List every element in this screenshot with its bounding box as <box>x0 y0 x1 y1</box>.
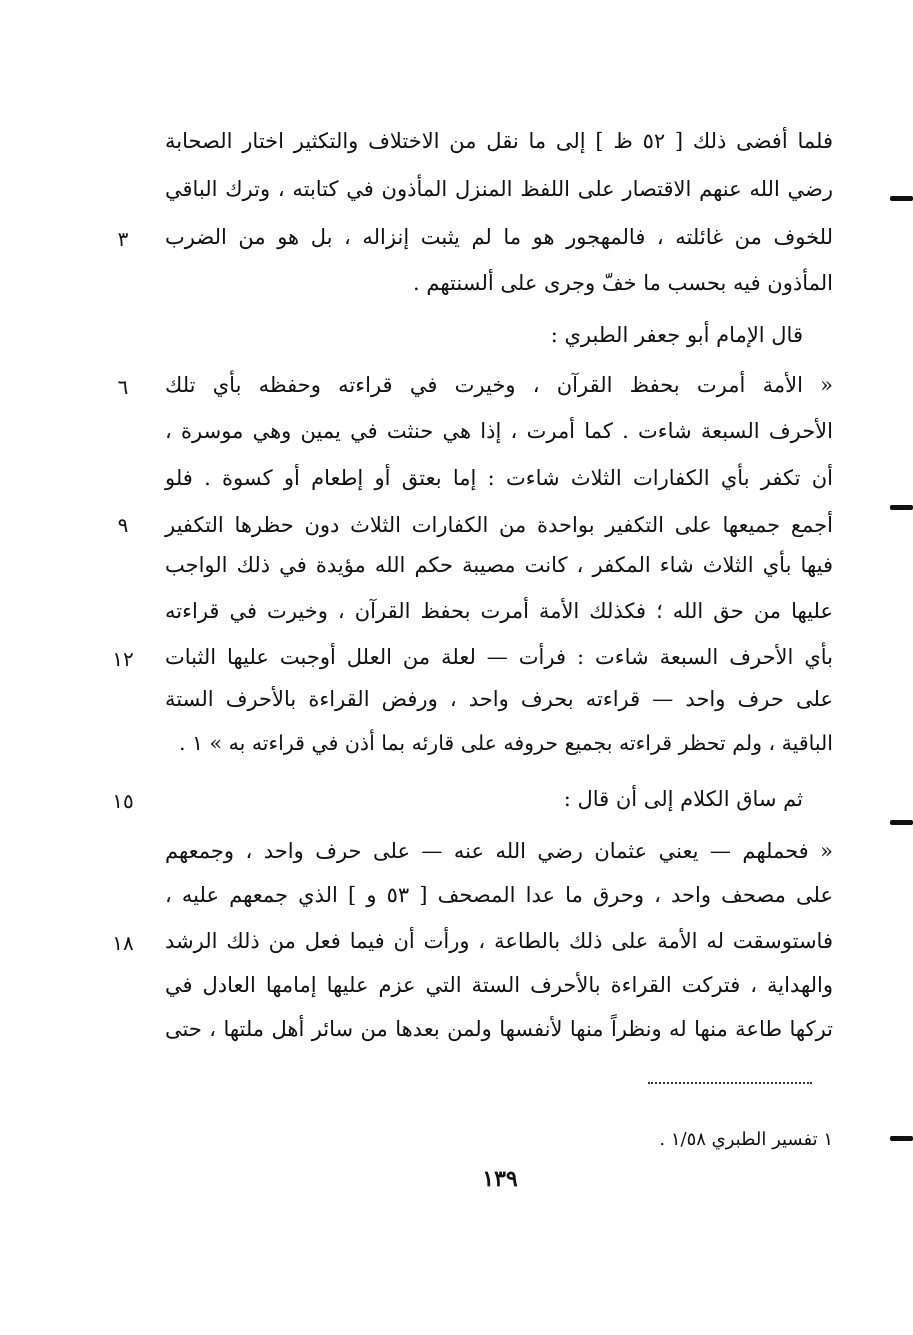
text-line: « الأمة أمرت بحفظ القرآن ، وخيرت في قراءته وحفظه بأي تلك <box>165 373 833 397</box>
scan-edge-mark <box>890 1136 913 1141</box>
text-line: للخوف من غائلته ، فالمهجور هو ما لم يثبت إنزاله ، بل هو من الضرب <box>165 225 833 249</box>
footnote: ١ تفسير الطبري ١/٥٨ . <box>659 1129 833 1150</box>
scan-edge-mark <box>890 505 913 510</box>
line-number: ٩ <box>117 513 129 537</box>
text-line: فيها بأي الثلاث شاء المكفر ، كانت مصيبة حكم الله مؤيدة في ذلك الواجب <box>165 553 833 577</box>
text-line: على حرف واحد — قراءته بحرف واحد ، ورفض القراءة بالأحرف الستة <box>165 687 833 711</box>
page-number: ١٣٩ <box>482 1166 518 1192</box>
text-line: على مصحف واحد ، وحرق ما عدا المصحف [ ٥٣ و ] الذي جمعهم عليه ، <box>165 883 833 907</box>
text-line: فاستوسقت له الأمة على ذلك بالطاعة ، ورأت أن فيما فعل من ذلك الرشد <box>165 929 833 953</box>
scan-edge-mark <box>890 196 913 201</box>
text-line: والهداية ، فتركت القراءة بالأحرف الستة التي عزم عليها إمامها العادل في <box>165 973 833 997</box>
text-line: ثم ساق الكلام إلى أن قال : <box>563 787 803 811</box>
text-line: الباقية ، ولم تحظر قراءته بجميع حروفه على قارئه بما أذن في قراءته به » ١ . <box>178 731 833 755</box>
text-line: أن تكفر بأي الكفارات الثلاث شاءت : إما بعتق أو إطعام أو كسوة . فلو <box>165 466 833 490</box>
line-number: ١٢ <box>112 647 134 671</box>
text-line: رضي الله عنهم الاقتصار على اللفظ المنزل المأذون في كتابته ، وترك الباقي <box>165 177 833 201</box>
text-line: عليها من حق الله ؛ فكذلك الأمة أمرت بحفظ القرآن ، وخيرت في قراءته <box>165 599 833 623</box>
line-number: ١٨ <box>112 931 134 955</box>
text-line: بأي الأحرف السبعة شاءت : فرأت — لعلة من العلل أوجبت عليها الثبات <box>165 645 833 669</box>
line-number: ١٥ <box>112 789 134 813</box>
scan-edge-mark <box>890 820 913 825</box>
text-line: المأذون فيه بحسب ما خفّ وجرى على ألسنتهم . <box>413 271 833 295</box>
text-line: « فحملهم — يعني عثمان رضي الله عنه — على حرف واحد ، وجمعهم <box>165 839 833 863</box>
footnote-separator <box>648 1082 812 1084</box>
text-line: الأحرف السبعة شاءت . كما أمرت ، إذا هي حنثت في يمين وهي موسرة ، <box>165 419 833 443</box>
line-number: ٣ <box>117 227 129 251</box>
line-number: ٦ <box>117 375 129 399</box>
text-line: تركها طاعة منها له ونظراً منها لأنفسها ولمن بعدها من سائر أهل ملتها ، حتى <box>165 1017 834 1041</box>
text-line: أجمع جميعها على التكفير بواحدة من الكفارات الثلاث دون حظرها التكفير <box>165 513 833 537</box>
text-line: قال الإمام أبو جعفر الطبري : <box>550 323 803 347</box>
text-line: فلما أفضى ذلك [ ٥٢ ظ ] إلى ما نقل من الاختلاف والتكثير اختار الصحابة <box>165 129 833 153</box>
